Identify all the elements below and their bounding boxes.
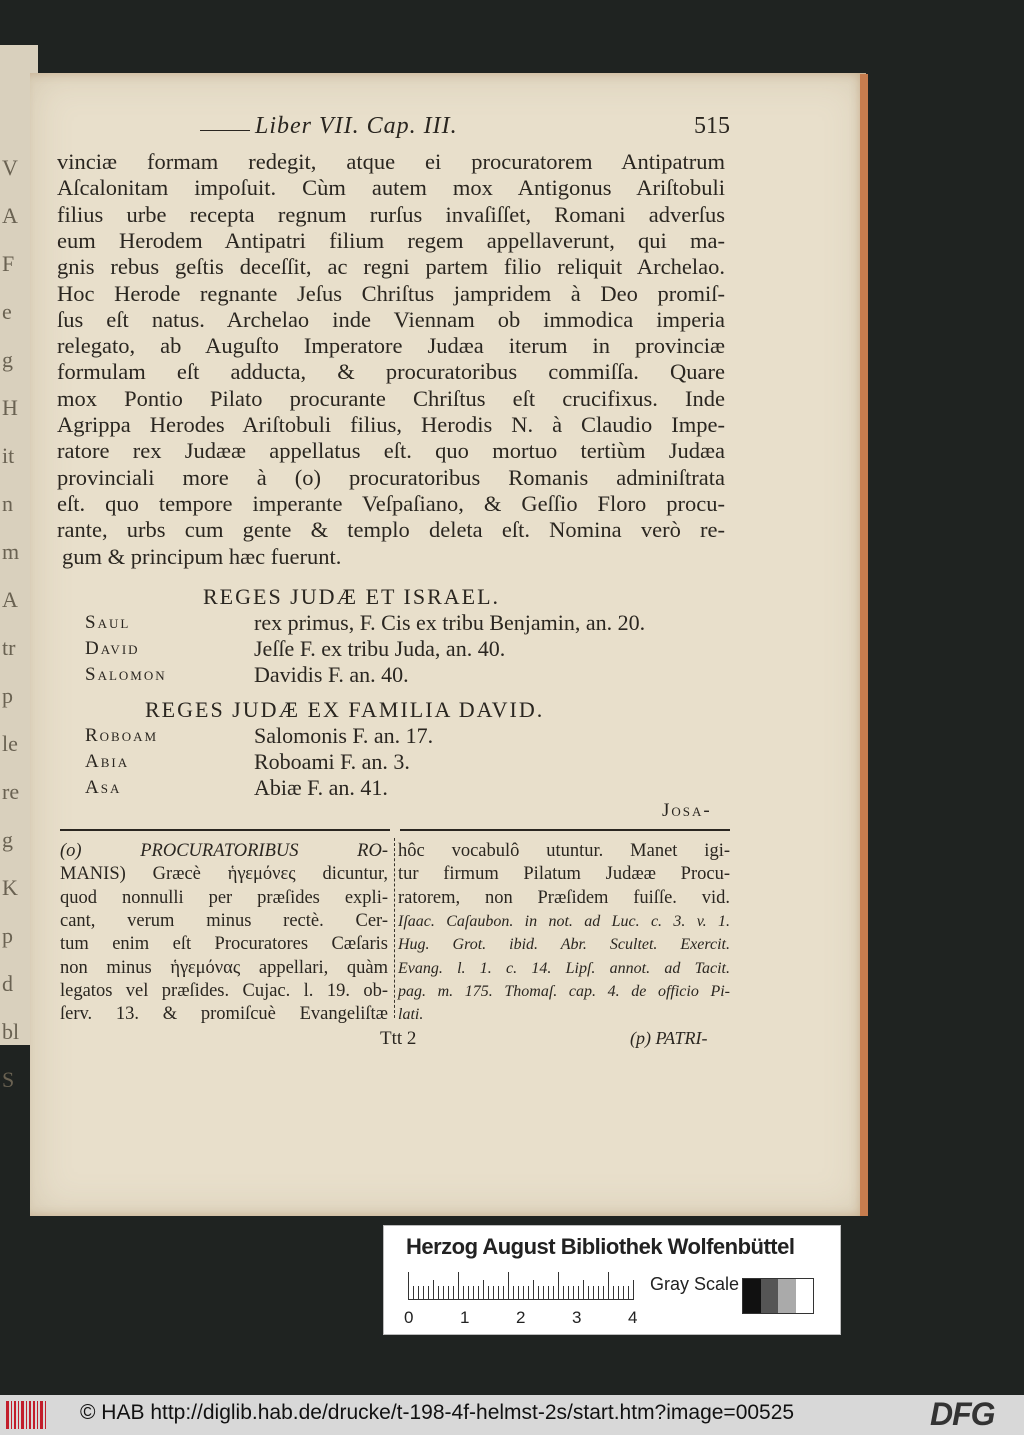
header-title: Liber VII. Cap. III. xyxy=(255,113,458,139)
footnote-left-line: non minus ἡγεμόνας appellari, quàm xyxy=(60,957,388,978)
ruler-tick xyxy=(513,1286,514,1300)
body-line: gnis rebus geſtis deceſſit, ac regni partem filio reliquit Archelao. xyxy=(57,254,725,280)
footnote-right-line: Evang. l. 1. c. 14. Lipſ. annot. ad Tacit. xyxy=(398,959,730,977)
ruler-tick xyxy=(623,1286,624,1300)
ruler-tick xyxy=(453,1286,454,1300)
prev-page-letter: g xyxy=(2,827,13,852)
body-line: filius urbe recepta regnum rurſus invaſiſſet, Romani adverſus xyxy=(57,201,725,227)
ruler-number: 3 xyxy=(572,1308,582,1327)
ruler-tick xyxy=(598,1286,599,1300)
barcode-bar xyxy=(11,1401,12,1429)
footnote-left-line: MANIS) Græcè ἡγεμόνες dicuntur, xyxy=(60,864,388,885)
footnote-right-line: lati. xyxy=(398,1006,424,1024)
footnote-right-line: Hug. Grot. ibid. Abr. Scultet. Exercit. xyxy=(398,936,730,954)
ruler-tick xyxy=(473,1286,474,1300)
ruler-tick xyxy=(498,1286,499,1300)
barcode-bar xyxy=(29,1401,31,1429)
body-line: rante, urbs cum gente & templo deleta eſt. Nomina verò re- xyxy=(57,517,725,543)
ruler-tick xyxy=(583,1280,584,1300)
ruler-tick xyxy=(528,1286,529,1300)
ruler-tick xyxy=(408,1272,409,1300)
barcode-bar xyxy=(37,1401,38,1429)
footnote-divider xyxy=(394,838,395,1018)
prev-page-letter: H xyxy=(2,395,18,420)
king-name: Salomon xyxy=(85,664,167,685)
ruler-tick xyxy=(573,1286,574,1300)
swatch-cell xyxy=(743,1279,761,1313)
ruler-tick xyxy=(538,1286,539,1300)
ruler-tick xyxy=(478,1286,479,1300)
ruler-tick xyxy=(633,1280,634,1300)
king-description: Davidis F. an. 40. xyxy=(254,662,409,687)
ruler-tick xyxy=(578,1286,579,1300)
footnote-right-line: Iſaac. Caſaubon. in not. ad Luc. c. 3. v. 1. xyxy=(398,912,730,930)
barcode-icon xyxy=(6,1401,46,1429)
barcode-bar xyxy=(45,1401,46,1429)
library-name: Herzog August Bibliothek Wolfenbüttel xyxy=(406,1234,795,1259)
king-description: Abiæ F. an. 41. xyxy=(254,775,388,800)
ruler-tick xyxy=(548,1286,549,1300)
ruler-tick xyxy=(488,1286,489,1300)
ruler-tick xyxy=(608,1272,609,1300)
ruler-tick xyxy=(518,1286,519,1300)
barcode-bar xyxy=(18,1401,19,1429)
body-line: relegato, ab Auguſto Imperatore Judæa iterum in provinciæ xyxy=(57,333,725,359)
king-description: rex primus, F. Cis ex tribu Benjamin, an. 20. xyxy=(254,610,646,635)
prev-page-letter: re xyxy=(2,779,20,804)
barcode-bar xyxy=(6,1401,9,1429)
king-description: Roboami F. an. 3. xyxy=(254,749,410,774)
footnote-right-line: hôc vocabulô utuntur. Manet igi- xyxy=(398,841,730,861)
ruler-number: 0 xyxy=(404,1308,414,1327)
ruler-number: 1 xyxy=(460,1308,470,1327)
viewer-bottom-bar xyxy=(0,1395,1024,1435)
ruler-tick xyxy=(603,1286,604,1300)
ruler-tick xyxy=(558,1272,559,1300)
prev-page-letter: tr xyxy=(2,635,16,660)
signature-mark: Ttt 2 xyxy=(380,1028,417,1049)
ruler-tick xyxy=(508,1272,509,1300)
footnote-left-line: cant, verum minus rectè. Cer- xyxy=(60,910,388,931)
ruler-tick xyxy=(593,1286,594,1300)
ruler-tick xyxy=(483,1280,484,1300)
body-line: formulam eſt adducta, & procuratoribus commiſſa. Quare xyxy=(57,359,725,385)
barcode-bar xyxy=(14,1401,16,1429)
barcode-bar xyxy=(40,1401,43,1429)
section-heading-familia-david: REGES JUDÆ EX FAMILIA DAVID. xyxy=(145,697,545,722)
ruler-tick xyxy=(423,1286,424,1300)
king-name: Roboam xyxy=(85,725,159,746)
ruler-tick xyxy=(438,1286,439,1300)
ruler-tick xyxy=(443,1286,444,1300)
ruler-tick xyxy=(568,1286,569,1300)
copyright-url[interactable]: © HAB http://diglib.hab.de/drucke/t-198-4f-helmst-2s/start.htm?image=00525 xyxy=(80,1401,795,1424)
prev-page-letter: d xyxy=(2,971,13,996)
footnote-rule-right xyxy=(400,829,730,831)
king-name: Asa xyxy=(85,777,122,798)
page-number: 515 xyxy=(694,113,730,139)
barcode-bar xyxy=(21,1401,24,1429)
prev-page-letter: A xyxy=(2,203,18,228)
page-edge xyxy=(860,74,868,1216)
footnote-left-line: ſerv. 13. & promiſcuè Evangeliſtæ xyxy=(60,1004,388,1025)
ruler-tick xyxy=(493,1286,494,1300)
prev-page-letter: le xyxy=(2,731,18,756)
body-line: Hoc Herode regnante Jeſus Chriſtus jampridem à Deo promiſ- xyxy=(57,280,725,306)
ruler-tick xyxy=(543,1286,544,1300)
ruler-tick xyxy=(618,1286,619,1300)
ruler-number: 2 xyxy=(516,1308,526,1327)
swatch-cell xyxy=(796,1279,814,1313)
ruler-tick xyxy=(433,1280,434,1300)
section-heading-judae-israel: REGES JUDÆ ET ISRAEL. xyxy=(203,584,501,609)
ruler-tick xyxy=(503,1286,504,1300)
catchword: Josa- xyxy=(662,800,712,821)
prev-page-letter: V xyxy=(2,155,18,180)
king-name: Saul xyxy=(85,612,131,633)
ruler-tick xyxy=(523,1286,524,1300)
scale-ruler xyxy=(408,1272,638,1300)
ruler-tick xyxy=(463,1286,464,1300)
footnote-left-line: quod nonnulli per præſides expli- xyxy=(60,887,388,908)
ruler-number: 4 xyxy=(628,1308,638,1327)
king-name: Abia xyxy=(85,751,130,772)
ruler-tick xyxy=(553,1286,554,1300)
gray-scale-swatch xyxy=(742,1278,814,1314)
ruler-tick xyxy=(613,1286,614,1300)
barcode-bar xyxy=(33,1401,35,1429)
barcode-bar xyxy=(26,1401,27,1429)
ruler-tick xyxy=(458,1272,459,1300)
body-line: vinciæ formam redegit, atque ei procuratorem Antipatrum xyxy=(57,149,725,174)
body-line: gum & principum hæc fuerunt. xyxy=(62,543,342,569)
swatch-cell xyxy=(761,1279,779,1313)
prev-page-letter: p xyxy=(2,923,13,948)
footnote-right-line: pag. m. 175. Thomaſ. cap. 4. de officio Pi- xyxy=(398,982,730,1000)
ruler-tick xyxy=(448,1286,449,1300)
king-name: David xyxy=(85,638,140,659)
body-line: eſt. quo tempore imperante Veſpaſiano, & Geſſio Floro procu- xyxy=(57,490,725,516)
body-line: Aſcalonitam impoſuit. Cùm autem mox Antigonus Ariſtobuli xyxy=(57,175,725,201)
ruler-tick xyxy=(563,1286,564,1300)
footnote-rule-left xyxy=(60,829,390,831)
footnote-right-line: tur firmum Pilatum Judææ Procu- xyxy=(398,864,730,885)
prev-page-letter: it xyxy=(2,443,15,468)
footnote-right-line: ratorem, non Præſidem fuiſſe. vid. xyxy=(398,887,730,908)
ruler-tick xyxy=(533,1280,534,1300)
ruler-tick xyxy=(588,1286,589,1300)
prev-page-letter: K xyxy=(2,875,18,900)
dfg-logo: DFG xyxy=(930,1396,995,1432)
ruler-tick xyxy=(628,1286,629,1300)
footnote-catchword: (p) PATRI- xyxy=(630,1028,708,1048)
ruler-tick xyxy=(418,1286,419,1300)
body-line: ratore rex Judææ appellatus eſt. quo mortuo tertiùm Judæa xyxy=(57,438,725,464)
footnote-left-line: tum enim eſt Procuratores Cæſaris xyxy=(60,934,388,955)
swatch-cell xyxy=(778,1279,796,1313)
header-rule xyxy=(200,130,250,131)
gray-scale-label: Gray Scale xyxy=(650,1274,740,1294)
body-line: eum Herodem Antipatri filium regem appellaverunt, qui ma- xyxy=(57,227,725,253)
body-line: ſus eſt natus. Archelao inde Viennam ob immodica imperia xyxy=(57,306,725,332)
footnote-left-line: (o) PROCURATORIBUS RO- xyxy=(60,841,388,861)
ruler-tick xyxy=(428,1286,429,1300)
prev-page-letter: m xyxy=(2,539,20,564)
ruler-tick xyxy=(468,1286,469,1300)
library-color-card xyxy=(383,1225,841,1335)
prev-page-letter: n xyxy=(2,491,13,516)
ruler-tick xyxy=(413,1286,414,1300)
prev-page-letter: A xyxy=(2,587,18,612)
footnote-left-line: legatos vel præſides. Cujac. l. 19. ob- xyxy=(60,980,388,1001)
body-line: mox Pontio Pilato procurante Chriſtus eſt crucifixus. Inde xyxy=(57,385,725,411)
body-line: provinciali more à (o) procuratoribus Romanis adminiſtrata xyxy=(57,464,725,490)
king-description: Jeſſe F. ex tribu Juda, an. 40. xyxy=(254,636,506,661)
prev-page-letter: g xyxy=(2,347,13,372)
prev-page-letter: e xyxy=(2,299,12,324)
body-line: Agrippa Herodes Ariſtobuli filius, Herodis N. à Claudio Impe- xyxy=(57,412,725,437)
king-description: Salomonis F. an. 17. xyxy=(254,723,434,748)
prev-page-letter: p xyxy=(2,683,13,708)
prev-page-letter: F xyxy=(2,251,15,276)
prev-page-letter: S xyxy=(2,1067,15,1092)
prev-page-letter: bl xyxy=(2,1019,20,1044)
